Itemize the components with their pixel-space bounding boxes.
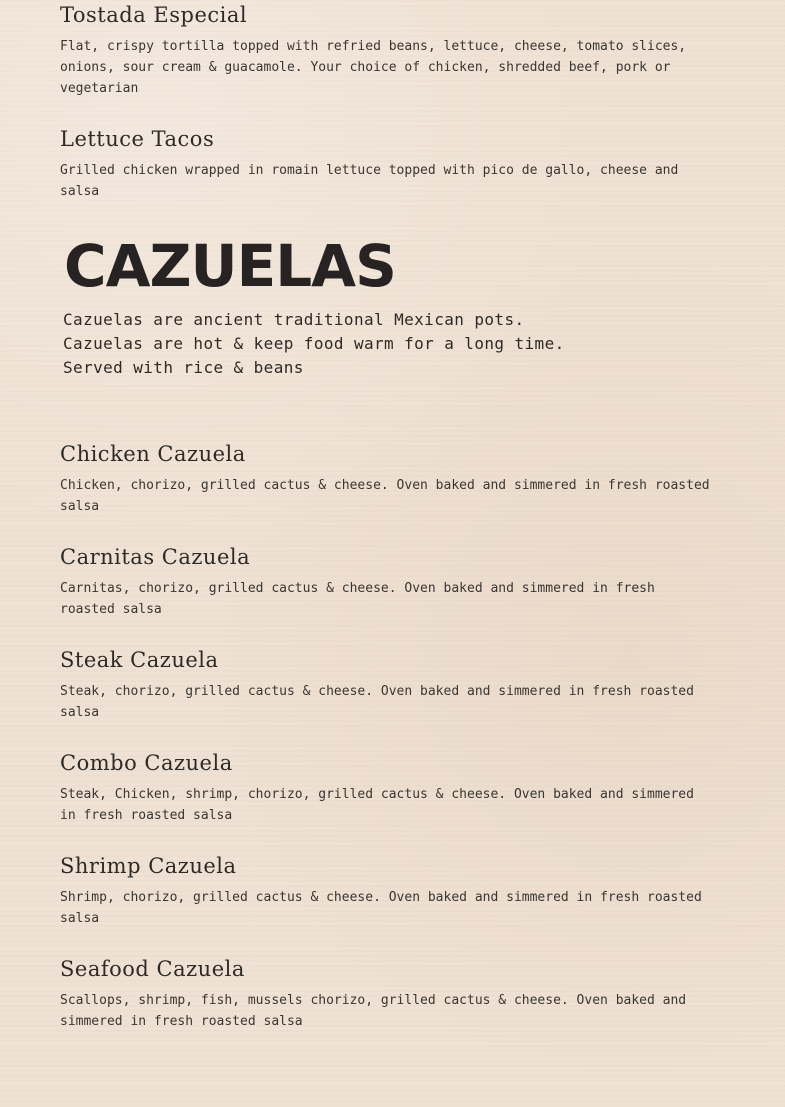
menu-item-lettuce-tacos (60, 126, 710, 202)
menu-item-name: Tostada Especial (60, 3, 248, 27)
menu-item-steak-cazuela (60, 647, 710, 723)
menu-item-description: Carnitas, chorizo, grilled cactus & cheese. Oven baked and simmered in fresh roasted salsa (60, 581, 655, 617)
menu-item-name: Carnitas Cazuela (60, 545, 251, 569)
section-title: CAZUELAS (64, 232, 396, 300)
section-intro-line: Served with rice & beans (63, 358, 304, 377)
menu-item-name: Seafood Cazuela (60, 957, 245, 981)
menu-item-seafood-cazuela (60, 956, 710, 1032)
menu-item-shrimp-cazuela (60, 853, 710, 929)
menu-item-name: Combo Cazuela (60, 751, 233, 775)
section-intro-line: Cazuelas are ancient traditional Mexican pots. (63, 310, 525, 329)
menu-item-tostada-especial (60, 2, 710, 99)
section-intro-line: Cazuelas are hot & keep food warm for a long time. (63, 334, 565, 353)
menu-item-name: Steak Cazuela (60, 648, 219, 672)
menu-item-description: Steak, Chicken, shrimp, chorizo, grilled cactus & cheese. Oven baked and simmered in fresh roasted salsa (60, 787, 694, 823)
menu-item-description: Shrimp, chorizo, grilled cactus & cheese. Oven baked and simmered in fresh roasted salsa (60, 890, 702, 926)
menu-item-description: Steak, chorizo, grilled cactus & cheese. Oven baked and simmered in fresh roasted salsa (60, 684, 694, 720)
menu-item-name: Lettuce Tacos (60, 127, 215, 151)
menu-item-description: Grilled chicken wrapped in romain lettuce topped with pico de gallo, cheese and salsa (60, 163, 679, 199)
menu-item-description: Chicken, chorizo, grilled cactus & cheese. Oven baked and simmered in fresh roasted salsa (60, 478, 710, 514)
menu-item-combo-cazuela (60, 750, 710, 826)
menu-item-chicken-cazuela (60, 441, 710, 517)
menu-item-description: Flat, crispy tortilla topped with refried beans, lettuce, cheese, tomato slices, onions, sour cream & guacamole. Your choice of chicken, shredded beef, pork or vegetarian (60, 39, 687, 96)
menu-item-name: Shrimp Cazuela (60, 854, 237, 878)
menu-item-description: Scallops, shrimp, fish, mussels chorizo, grilled cactus & cheese. Oven baked and simmered in fresh roasted salsa (60, 993, 687, 1029)
menu-item-name: Chicken Cazuela (60, 442, 246, 466)
section-intro (63, 308, 565, 380)
menu-item-carnitas-cazuela (60, 544, 710, 620)
